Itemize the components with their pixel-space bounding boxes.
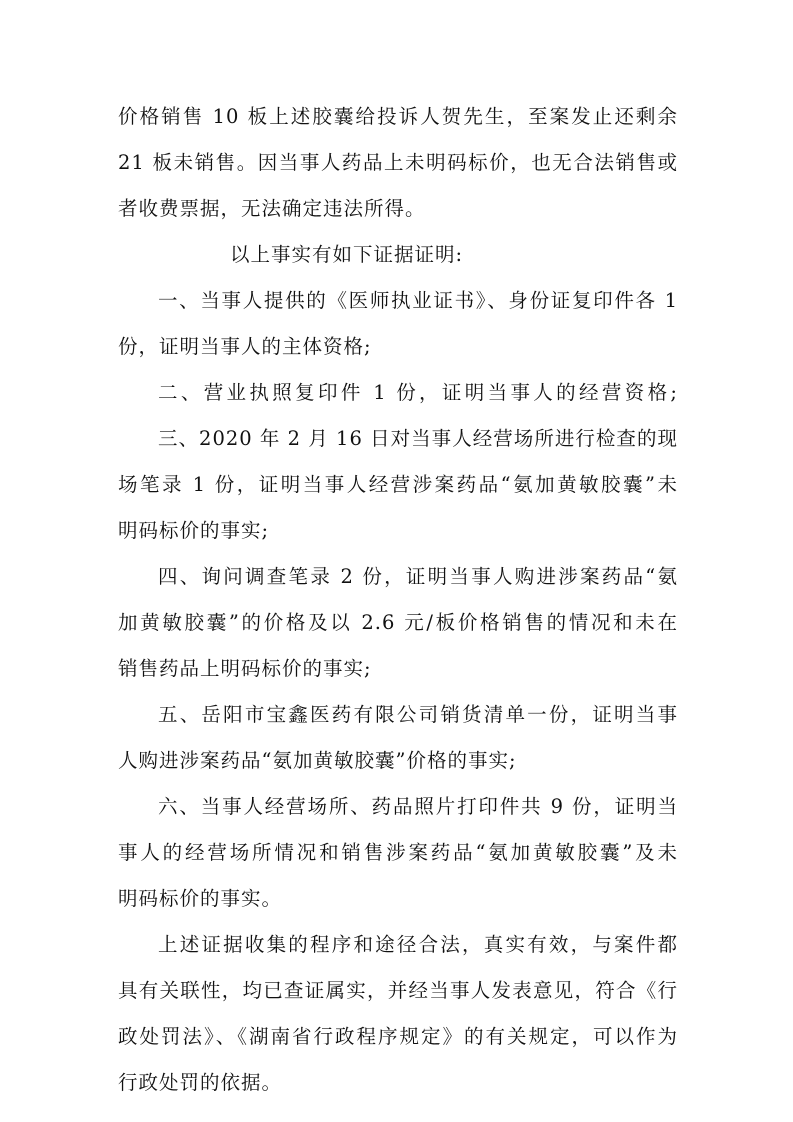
text-line: 四、询问调查笔录 2 份，证明当事人购进涉案药品“氨 xyxy=(158,565,678,588)
text-line: 上述证据收集的程序和途径合法，真实有效，与案件都 xyxy=(158,933,678,956)
text-line: 销售药品上明码标价的事实; xyxy=(118,657,372,680)
section-heading: 以上事实有如下证据证明: xyxy=(230,243,464,266)
text-line: 二、营业执照复印件 1 份，证明当事人的经营资格; xyxy=(158,381,678,404)
text-line: 价格销售 10 板上述胶囊给投诉人贺先生，至案发止还剩余 xyxy=(118,105,678,128)
text-line: 行政处罚的依据。 xyxy=(118,1071,283,1094)
text-line: 加黄敏胶囊”的价格及以 2.6 元/板价格销售的情况和未在 xyxy=(118,611,678,634)
text-line: 份，证明当事人的主体资格; xyxy=(118,335,372,358)
text-line: 具有关联性，均已查证属实，并经当事人发表意见，符合《行 xyxy=(118,979,678,1002)
text-line: 一、当事人提供的《医师执业证书》、身份证复印件各 1 xyxy=(158,289,678,312)
text-line: 明码标价的事实。 xyxy=(118,887,283,910)
text-line: 事人的经营场所情况和销售涉案药品“氨加黄敏胶囊”及未 xyxy=(118,841,678,864)
text-line: 五、岳阳市宝鑫医药有限公司销货清单一份，证明当事 xyxy=(158,703,678,726)
text-line: 明码标价的事实; xyxy=(118,519,270,542)
text-line: 三、2020 年 2 月 16 日对当事人经营场所进行检查的现 xyxy=(158,427,678,450)
text-line: 六、当事人经营场所、药品照片打印件共 9 份，证明当 xyxy=(158,795,678,818)
text-line: 场笔录 1 份，证明当事人经营涉案药品“氨加黄敏胶囊”未 xyxy=(118,473,678,496)
text-line: 21 板未销售。因当事人药品上未明码标价，也无合法销售或 xyxy=(118,151,678,174)
text-line: 政处罚法》、《湖南省行政程序规定》的有关规定，可以作为 xyxy=(118,1025,678,1048)
text-line: 人购进涉案药品“氨加黄敏胶囊”价格的事实; xyxy=(118,749,517,772)
text-line: 者收费票据，无法确定违法所得。 xyxy=(118,197,426,220)
